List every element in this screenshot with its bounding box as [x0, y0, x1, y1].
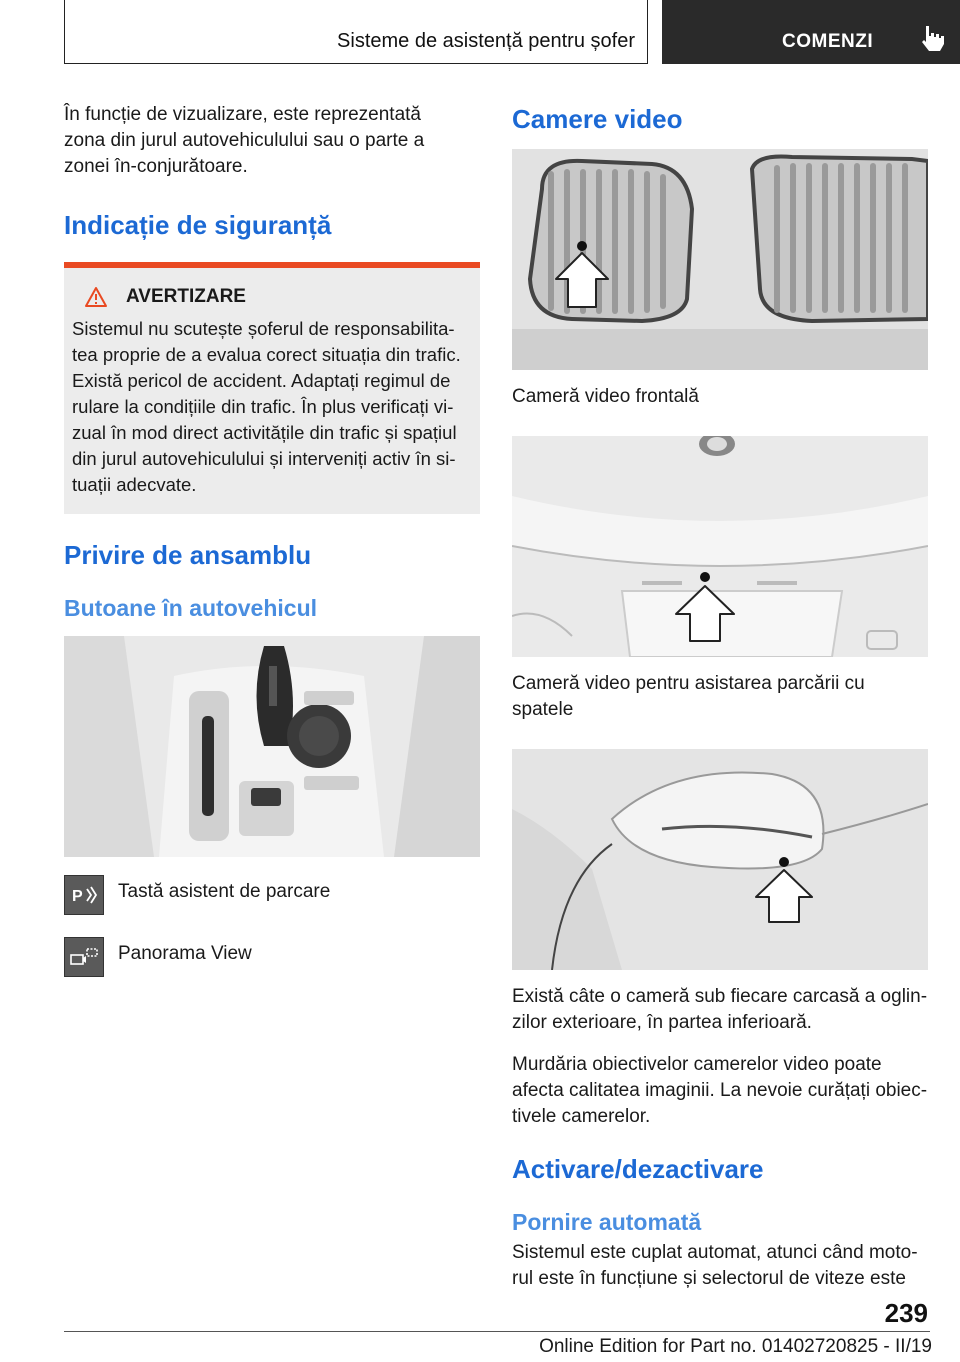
buttons-heading: Butoane în autovehicul	[64, 595, 318, 621]
side-camera-image	[512, 749, 928, 970]
hand-pointer-icon	[920, 24, 946, 52]
chapter-title: COMENZI	[782, 31, 874, 52]
left-column	[64, 102, 480, 977]
button-label: Panorama View	[118, 943, 252, 964]
front-camera-image	[512, 149, 928, 370]
intro-text: În funcție de vizualizare, este reprezentată zona din jurul autovehiculului sau o parte a zonei în-conjurătoare.	[64, 104, 425, 177]
side-camera-text: Există câte o cameră sub fiecare carcasă a oglin-zilor exterioare, în partea inferioară.	[512, 986, 928, 1033]
cameras-heading: Camere video	[512, 104, 683, 134]
rear-camera-image	[512, 436, 928, 657]
rear-camera-caption: Cameră video pentru asistarea parcării cu spatele	[512, 673, 865, 720]
activation-heading: Activare/dezactivare	[512, 1154, 764, 1184]
console-buttons-image	[64, 636, 480, 857]
front-camera-caption: Cameră video frontală	[512, 386, 699, 407]
warning-title-row	[72, 286, 472, 308]
auto-start-text: Sistemul este cuplat automat, atunci când moto-rul este în funcțiune și selectorul de viteze este	[512, 1242, 918, 1289]
button-row-panorama-view	[64, 941, 480, 977]
dirt-warning-text: Murdăria obiectivelor camerelor video poate afecta calitatea imaginii. La nevoie curățați obiec-tivele camerelor.	[512, 1054, 928, 1127]
panorama-view-icon	[64, 937, 104, 977]
warning-title: AVERTIZARE	[126, 286, 246, 307]
chapter-tab[interactable]	[662, 0, 960, 64]
svg-text:P: P	[72, 888, 83, 905]
button-label: Tastă asistent de parcare	[118, 881, 331, 902]
warning-triangle-icon	[84, 286, 108, 308]
edition-line: Online Edition for Part no. 01402720825 - II/19	[539, 1336, 932, 1357]
right-column	[512, 102, 928, 1292]
safety-heading: Indicație de siguranță	[64, 210, 332, 240]
section-title: Sisteme de asistență pentru șofer	[337, 30, 635, 52]
page-number: 239	[884, 1298, 928, 1328]
warning-box	[64, 268, 480, 514]
park-assist-icon	[64, 875, 104, 915]
auto-start-heading: Pornire automată	[512, 1209, 702, 1235]
footer-rule	[64, 1331, 930, 1332]
section-header	[64, 0, 648, 64]
button-row-park-assist	[64, 879, 480, 915]
overview-heading: Privire de ansamblu	[64, 540, 312, 570]
warning-text: Sistemul nu scutește șoferul de responsabilita-tea proprie de a evalua corect situația din trafic. Există pericol de accident. Adaptați regimul de rulare la condițiile din trafic. În plus verificați vi-zual în mod direct activitățile din trafic și spațiul din jurul autovehiculului și interveniți activ în si-tuații adecvate.	[72, 318, 461, 495]
